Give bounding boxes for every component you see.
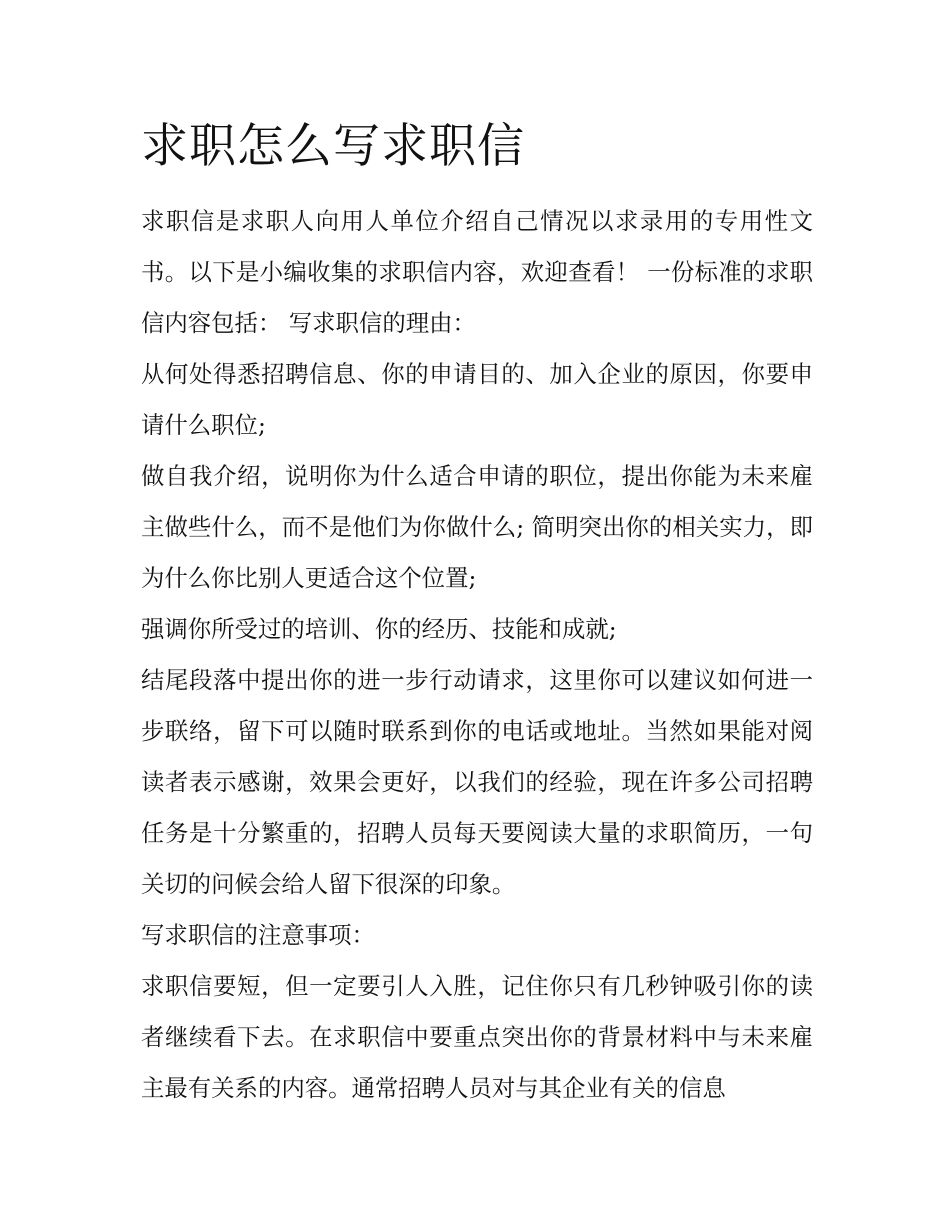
paragraph-notes-heading: 写求职信的注意事项： [141, 921, 375, 949]
document-page [141, 112, 813, 1114]
document-title: 求职怎么写求职信 [141, 119, 525, 174]
paragraph-closing: 结尾段落中提出你的进一步行动请求，这里你可以建议如何进一步联络，留下可以随时联系到你的电话或地址。当然如果能对阅读者表示感谢，效果会更好，以我们的经验，现在许多公司招聘任务是十分繁重的，招聘人员每天要阅读大量的求职简历，一句关切的问候会给人留下很深的印象。 [141, 666, 813, 898]
paragraph-training: 强调你所受过的培训、你的经历、技能和成就; [141, 615, 617, 643]
paragraph-self-intro: 做自我介绍，说明你为什么适合申请的职位，提出你能为未来雇主做些什么，而不是他们为你做什么; 简明突出你的相关实力，即为什么你比别人更适合这个位置; [141, 462, 813, 592]
paragraph-notes-body: 求职信要短，但一定要引人入胜，记住你只有几秒钟吸引你的读者继续看下去。在求职信中要重点突出你的背景材料中与未来雇主最有关系的内容。通常招聘人员对与其企业有关的信息 [141, 972, 813, 1102]
paragraph-reason-source: 从何处得悉招聘信息、你的申请目的、加入企业的原因，你要申请什么职位; [141, 360, 813, 439]
paragraph-intro: 求职信是求职人向用人单位介绍自己情况以求录用的专用性文书。以下是小编收集的求职信内容，欢迎查看！ 一份标准的求职信内容包括： 写求职信的理由： [141, 207, 813, 337]
